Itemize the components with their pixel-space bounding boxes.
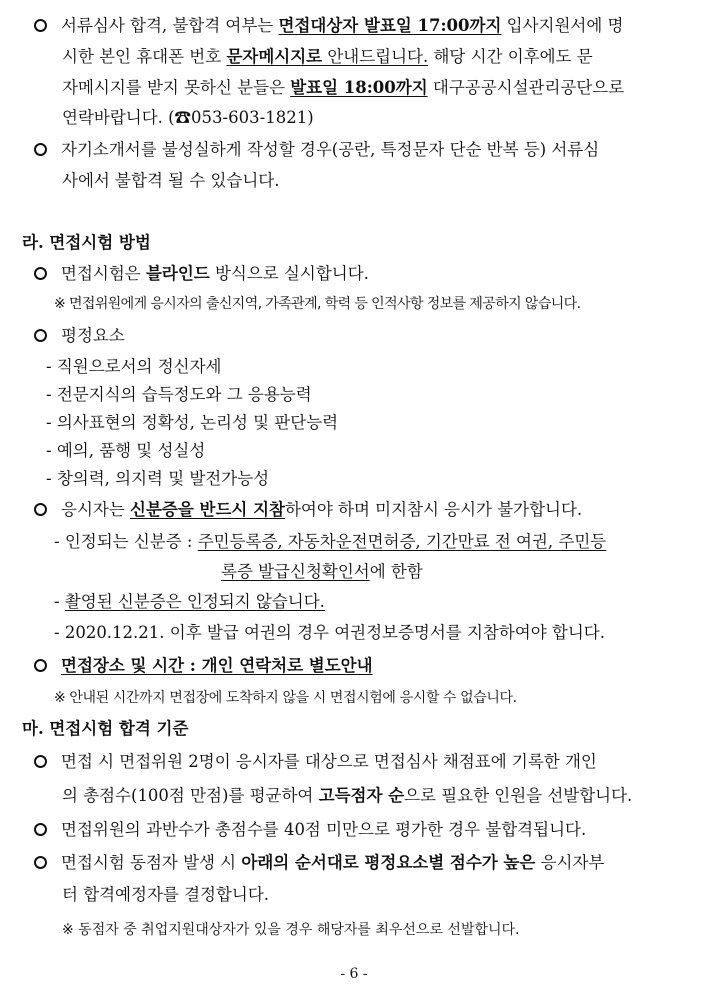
circle-bullet-icon [34, 329, 47, 342]
evaluation-item: - 예의, 품행 및 성실성 [46, 441, 206, 460]
evaluation-item: - 창의력, 의지력 및 발전가능성 [46, 469, 270, 488]
circle-bullet-icon [34, 267, 47, 280]
note-personal-info: ※ 면접위원에게 응시자의 출신지역, 가족관계, 학력 등 인적사항 정보를 제공하지 않습니다. [54, 296, 581, 312]
bullet-self-introduction-l2: 사에서 불합격 될 수 있습니다. [62, 171, 280, 190]
note-arrival: ※ 안내된 시간까지 면접장에 도착하지 않을 시 면접시험에 응시할 수 없습니다. [54, 690, 517, 706]
bullet-tie-rule-l1: 면접시험 동점자 발생 시 아래의 순서대로 평정요소별 점수가 높은 응시자부 [34, 853, 604, 873]
circle-bullet-icon [34, 503, 47, 516]
bullet-tie-rule-l2: 터 합격예정자를 결정합니다. [62, 885, 270, 904]
accepted-id-l1: - 인정되는 신분증 : 주민등록증, 자동차운전면허증, 기간만료 전 여권, 주민등 [54, 532, 607, 551]
evaluation-item: - 직원으로서의 정신자세 [46, 357, 222, 376]
circle-bullet-icon [34, 19, 47, 32]
section-heading-pass-criteria: 마. 면접시험 합격 기준 [22, 719, 189, 738]
contact-phone: 연락바랍니다. (☎053-603-1821) [62, 108, 314, 127]
page-number: - 6 - [340, 966, 368, 982]
note-veterans-priority: ※ 동점자 중 취업지원대상자가 있을 경우 해당자를 최우선으로 선발합니다. [62, 922, 520, 938]
circle-bullet-icon [34, 856, 47, 869]
evaluation-item: - 의사표현의 정확성, 논리성 및 판단능력 [46, 413, 339, 432]
accepted-id-l2: 록증 발급신청확인서에 한함 [221, 562, 423, 581]
bullet-scoring-l1: 면접 시 면접위원 2명이 응시자를 대상으로 면접심사 채점표에 기록한 개인 [34, 752, 597, 772]
bullet-interview-place: 면접장소 및 시간 : 개인 연락처로 별도안내 [34, 656, 373, 676]
bullet-fail-condition: 면접위원의 과반수가 총점수를 40점 미만으로 평가한 경우 불합격됩니다. [34, 820, 586, 840]
circle-bullet-icon [34, 823, 47, 836]
bullet-id-required: 응시자는 신분증을 반드시 지참하여야 하며 미지참시 응시가 불가합니다. [34, 500, 582, 520]
bullet-evaluation-factors: 평정요소 [34, 326, 125, 346]
bullet-document-screening-l3: 자메시지를 받지 못하신 분들은 발표일 18:00까지 대구공공시설관리공단으로 [62, 78, 625, 97]
bullet-self-introduction-l1: 자기소개서를 불성실하게 작성할 경우(공란, 특정문자 단순 반복 등) 서류심 [34, 140, 599, 160]
circle-bullet-icon [34, 659, 47, 672]
passport-note: - 2020.12.21. 이후 발급 여권의 경우 여권정보증명서를 지참하여야 합니다. [54, 623, 605, 642]
bullet-scoring-l2: 의 총점수(100점 만점)를 평균하여 고득점자 순으로 필요한 인원을 선발합니다. [62, 786, 633, 805]
bullet-blind-interview: 면접시험은 블라인드 방식으로 실시합니다. [34, 264, 369, 284]
bullet-document-screening-l2: 시한 본인 휴대폰 번호 문자메시지로 안내드립니다. 해당 시간 이후에도 문 [62, 47, 593, 66]
evaluation-item: - 전문지식의 습득정도와 그 응용능력 [46, 385, 312, 404]
photo-id-note: - 촬영된 신분증은 인정되지 않습니다. [54, 592, 325, 611]
circle-bullet-icon [34, 755, 47, 768]
bullet-document-screening-l1: 서류심사 합격, 불합격 여부는 면접대상자 발표일 17:00까지 입사지원서에 명 [34, 16, 674, 36]
circle-bullet-icon [34, 143, 47, 156]
section-heading-interview-method: 라. 면접시험 방법 [22, 233, 151, 252]
